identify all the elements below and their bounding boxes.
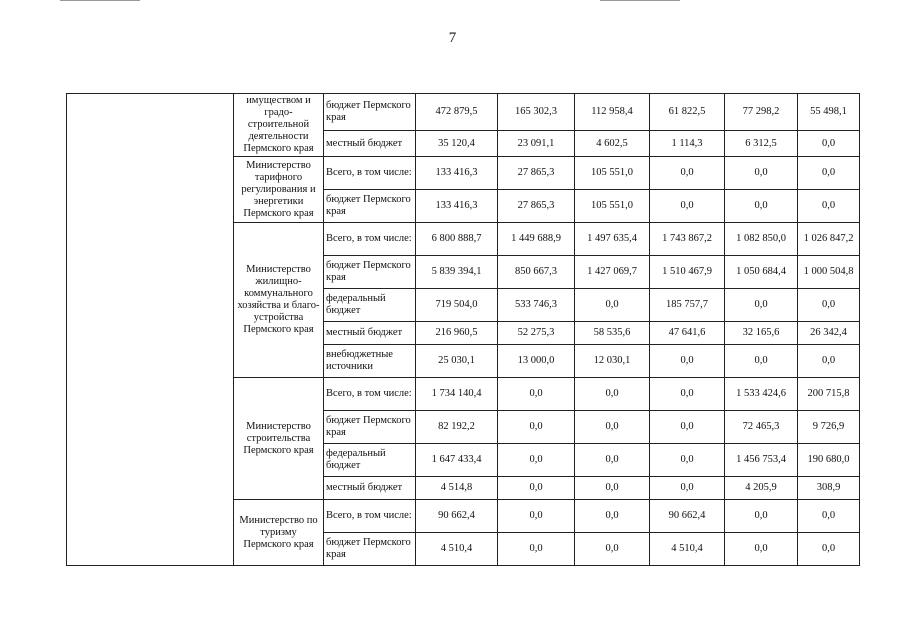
amount-cell: 0,0: [498, 378, 575, 411]
amount-cell: 0,0: [575, 411, 650, 444]
amount-cell: 0,0: [798, 131, 860, 157]
amount-cell: 26 342,4: [798, 322, 860, 345]
amount-cell: 6 800 888,7: [416, 223, 498, 256]
amount-cell: 61 822,5: [650, 94, 725, 131]
amount-cell: 0,0: [650, 477, 725, 500]
funding-source-cell: местный бюджет: [324, 477, 416, 500]
amount-cell: 0,0: [650, 157, 725, 190]
amount-cell: 1 000 504,8: [798, 256, 860, 289]
amount-cell: 0,0: [798, 533, 860, 566]
amount-cell: 52 275,3: [498, 322, 575, 345]
top-edge-line: [60, 0, 140, 1]
amount-cell: 0,0: [650, 345, 725, 378]
amount-cell: 27 865,3: [498, 190, 575, 223]
funding-source-cell: бюджет Пермского края: [324, 411, 416, 444]
amount-cell: 0,0: [725, 500, 798, 533]
amount-cell: 1 026 847,2: [798, 223, 860, 256]
amount-cell: 308,9: [798, 477, 860, 500]
amount-cell: 105 551,0: [575, 190, 650, 223]
amount-cell: 0,0: [498, 500, 575, 533]
amount-cell: 0,0: [575, 533, 650, 566]
amount-cell: 72 465,3: [725, 411, 798, 444]
amount-cell: 27 865,3: [498, 157, 575, 190]
amount-cell: 0,0: [725, 157, 798, 190]
amount-cell: 0,0: [498, 477, 575, 500]
amount-cell: 13 000,0: [498, 345, 575, 378]
amount-cell: 105 551,0: [575, 157, 650, 190]
amount-cell: 47 641,6: [650, 322, 725, 345]
amount-cell: 0,0: [650, 190, 725, 223]
amount-cell: 0,0: [725, 533, 798, 566]
funding-source-cell: местный бюджет: [324, 131, 416, 157]
amount-cell: 0,0: [650, 444, 725, 477]
amount-cell: 0,0: [725, 289, 798, 322]
funding-source-cell: федеральный бюджет: [324, 289, 416, 322]
amount-cell: 719 504,0: [416, 289, 498, 322]
organization-cell: Министерство строительства Пермского края: [234, 378, 324, 500]
amount-cell: 0,0: [498, 411, 575, 444]
amount-cell: 1 510 467,9: [650, 256, 725, 289]
amount-cell: 472 879,5: [416, 94, 498, 131]
amount-cell: 32 165,6: [725, 322, 798, 345]
funding-source-cell: Всего, в том числе:: [324, 157, 416, 190]
table-body: [67, 94, 860, 566]
amount-cell: 25 030,1: [416, 345, 498, 378]
amount-cell: 0,0: [798, 190, 860, 223]
budget-table: [66, 93, 860, 566]
amount-cell: 4 602,5: [575, 131, 650, 157]
amount-cell: 5 839 394,1: [416, 256, 498, 289]
organization-cell: имуществом и градо-строительной деятельности Пермского края: [234, 94, 324, 157]
amount-cell: 112 958,4: [575, 94, 650, 131]
organization-cell: Министерство по туризму Пермского края: [234, 500, 324, 566]
funding-source-cell: бюджет Пермского края: [324, 190, 416, 223]
amount-cell: 185 757,7: [650, 289, 725, 322]
amount-cell: 35 120,4: [416, 131, 498, 157]
page-number: 7: [448, 30, 457, 46]
amount-cell: 4 510,4: [416, 533, 498, 566]
amount-cell: 90 662,4: [416, 500, 498, 533]
amount-cell: 850 667,3: [498, 256, 575, 289]
organization-cell: Министерство жилищно-коммунального хозяйства и благо-устройства Пермского края: [234, 223, 324, 378]
amount-cell: 0,0: [575, 444, 650, 477]
amount-cell: 165 302,3: [498, 94, 575, 131]
amount-cell: 4 205,9: [725, 477, 798, 500]
funding-source-cell: внебюджетные источники: [324, 345, 416, 378]
blank-column-cell: [67, 94, 234, 566]
amount-cell: 133 416,3: [416, 190, 498, 223]
amount-cell: 216 960,5: [416, 322, 498, 345]
amount-cell: 9 726,9: [798, 411, 860, 444]
funding-source-cell: бюджет Пермского края: [324, 256, 416, 289]
amount-cell: 190 680,0: [798, 444, 860, 477]
amount-cell: 1 497 635,4: [575, 223, 650, 256]
amount-cell: 1 050 684,4: [725, 256, 798, 289]
top-edge-line: [600, 0, 680, 1]
amount-cell: 82 192,2: [416, 411, 498, 444]
amount-cell: 1 734 140,4: [416, 378, 498, 411]
amount-cell: 0,0: [575, 378, 650, 411]
amount-cell: 0,0: [498, 533, 575, 566]
amount-cell: 77 298,2: [725, 94, 798, 131]
amount-cell: 1 082 850,0: [725, 223, 798, 256]
amount-cell: 0,0: [798, 500, 860, 533]
amount-cell: 0,0: [798, 289, 860, 322]
funding-source-cell: Всего, в том числе:: [324, 223, 416, 256]
amount-cell: 0,0: [725, 190, 798, 223]
amount-cell: 23 091,1: [498, 131, 575, 157]
amount-cell: 0,0: [650, 378, 725, 411]
amount-cell: 0,0: [798, 345, 860, 378]
amount-cell: 0,0: [575, 500, 650, 533]
amount-cell: 4 510,4: [650, 533, 725, 566]
amount-cell: 0,0: [575, 477, 650, 500]
amount-cell: 1 114,3: [650, 131, 725, 157]
amount-cell: 0,0: [498, 444, 575, 477]
funding-source-cell: местный бюджет: [324, 322, 416, 345]
amount-cell: 0,0: [575, 289, 650, 322]
funding-source-cell: бюджет Пермского края: [324, 533, 416, 566]
funding-source-cell: бюджет Пермского края: [324, 94, 416, 131]
funding-source-cell: Всего, в том числе:: [324, 378, 416, 411]
amount-cell: 533 746,3: [498, 289, 575, 322]
table-row: [67, 94, 860, 131]
amount-cell: 12 030,1: [575, 345, 650, 378]
amount-cell: 1 427 069,7: [575, 256, 650, 289]
amount-cell: 4 514,8: [416, 477, 498, 500]
amount-cell: 1 743 867,2: [650, 223, 725, 256]
amount-cell: 1 533 424,6: [725, 378, 798, 411]
amount-cell: 55 498,1: [798, 94, 860, 131]
amount-cell: 0,0: [798, 157, 860, 190]
amount-cell: 6 312,5: [725, 131, 798, 157]
amount-cell: 0,0: [725, 345, 798, 378]
amount-cell: 133 416,3: [416, 157, 498, 190]
amount-cell: 0,0: [650, 411, 725, 444]
amount-cell: 200 715,8: [798, 378, 860, 411]
amount-cell: 90 662,4: [650, 500, 725, 533]
amount-cell: 1 456 753,4: [725, 444, 798, 477]
organization-cell: Министерство тарифного регулирования и энергетики Пермского края: [234, 157, 324, 223]
funding-source-cell: Всего, в том числе:: [324, 500, 416, 533]
amount-cell: 1 647 433,4: [416, 444, 498, 477]
funding-source-cell: федеральный бюджет: [324, 444, 416, 477]
amount-cell: 1 449 688,9: [498, 223, 575, 256]
amount-cell: 58 535,6: [575, 322, 650, 345]
